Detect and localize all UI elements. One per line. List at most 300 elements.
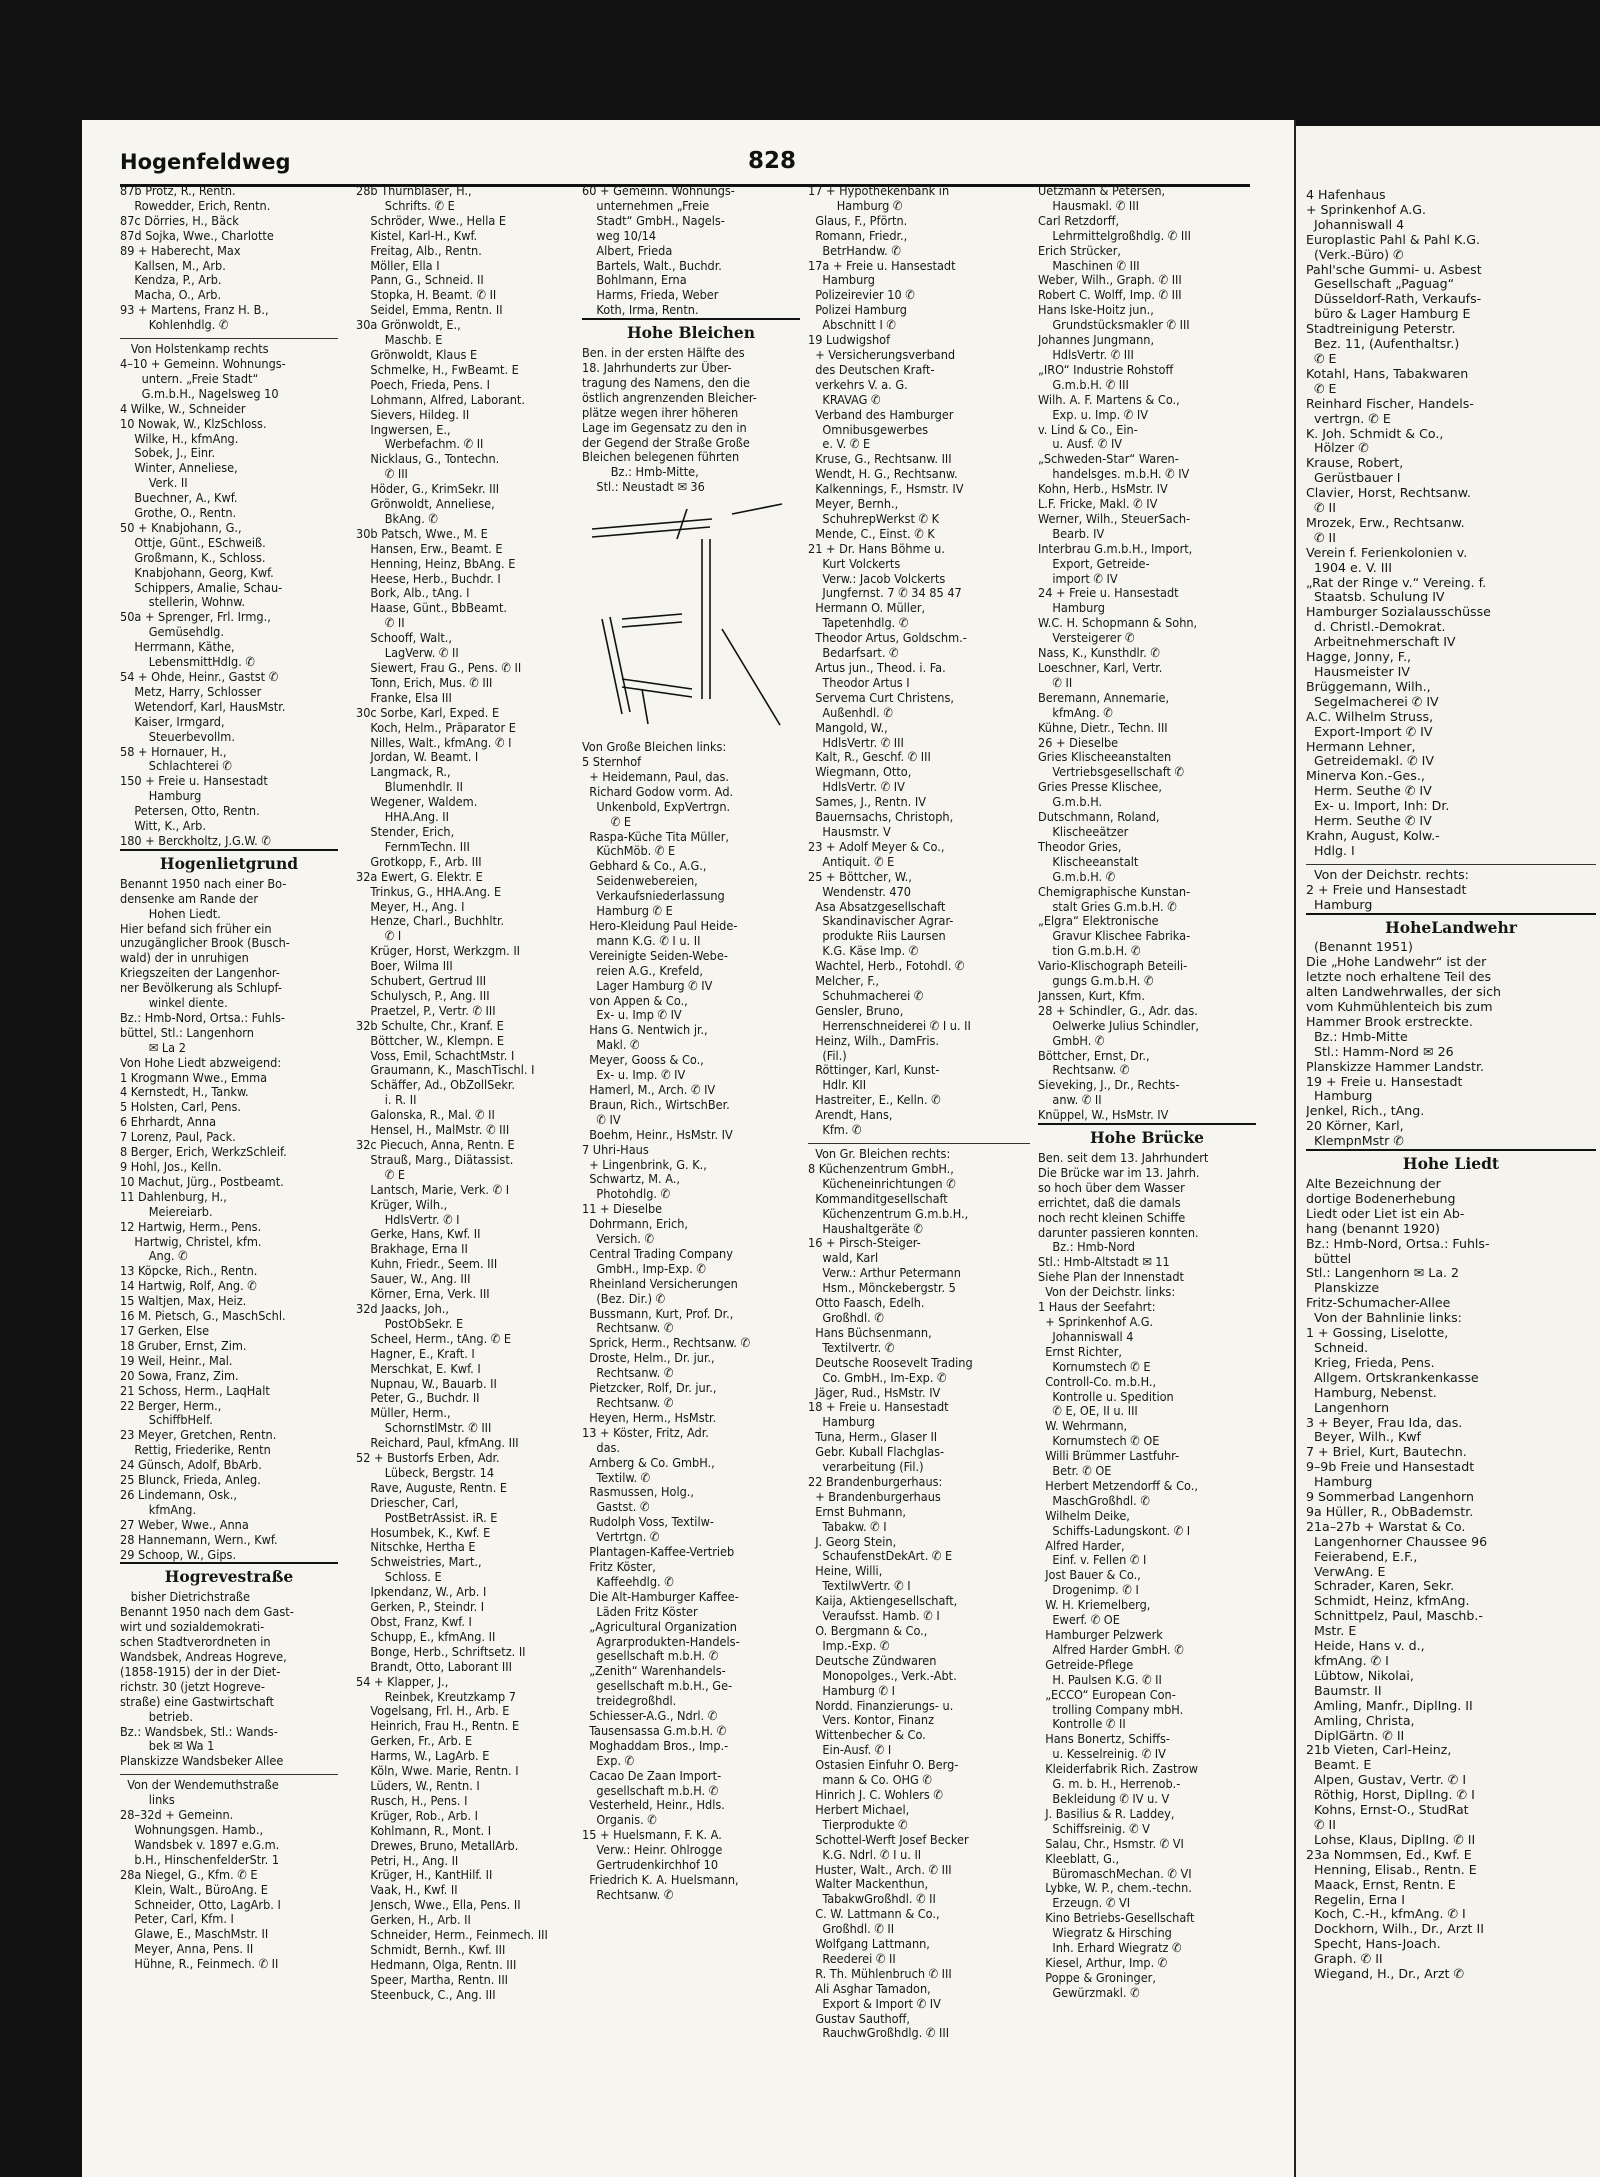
directory-entry: Oelwerke Julius Schindler, [1038, 1018, 1200, 1033]
directory-entry: import ✆ IV [1038, 571, 1118, 586]
directory-entry: Gensler, Bruno, [808, 1003, 904, 1018]
directory-entry: 21b Vieten, Carl-Heinz, [1306, 1743, 1452, 1758]
directory-entry: Graumann, K., MaschTischl. I [356, 1063, 535, 1078]
directory-entry: Bz.: Hmb-Nord, Ortsa.: Fuhls- [1306, 1236, 1490, 1251]
directory-entry: Heinz, Wilh., DamFris. [808, 1033, 939, 1048]
directory-entry: Gerken, P., Steindr. I [356, 1600, 485, 1615]
directory-entry: Die „Hohe Landwehr“ ist der [1306, 955, 1487, 970]
directory-entry: Tapetenhdlg. ✆ [808, 616, 909, 631]
directory-entry: 13 + Köster, Fritz, Adr. [582, 1425, 709, 1440]
directory-entry: Herm. Seuthe ✆ IV [1306, 784, 1432, 799]
directory-entry: Regelin, Erna I [1306, 1892, 1405, 1907]
directory-entry: 30a Grönwoldt, E., [356, 318, 461, 333]
directory-entry: gesellschaft m.b.H., Ge- [582, 1679, 733, 1694]
directory-entry: Hagner, E., Kraft. I [356, 1346, 475, 1361]
directory-entry: Hausmstr. V [808, 824, 891, 839]
directory-entry: Getreidemakl. ✆ IV [1306, 754, 1435, 769]
directory-entry: 180 + Berckholtz, J.G.W. ✆ [120, 833, 271, 848]
directory-entry: Metz, Harry, Schlosser [120, 684, 262, 699]
directory-entry: + Lingenbrink, G. K., [582, 1157, 707, 1172]
directory-entry: Verband des Hamburger [808, 407, 954, 422]
directory-entry: 7 Lorenz, Paul, Pack. [120, 1130, 236, 1145]
directory-entry: Amling, Manfr., DiplIng. II [1306, 1698, 1473, 1713]
page-number: 828 [748, 148, 797, 174]
directory-entry: TextilwVertr. ✆ I [808, 1579, 911, 1594]
directory-entry: Servema Curt Christens, [808, 690, 954, 705]
directory-entry: DiplGärtn. ✆ II [1306, 1728, 1405, 1743]
directory-entry: 1 Krogmann Wwe., Emma [120, 1070, 268, 1085]
directory-entry: Bonge, Herb., Schriftsetz. II [356, 1644, 526, 1659]
directory-entry: Von der Deichstr. rechts: [1306, 867, 1469, 882]
directory-entry: tion G.m.b.H. ✆ [1038, 944, 1141, 959]
directory-entry: Sobek, J., Einr. [120, 446, 216, 461]
directory-entry: Gerke, Hans, Kwf. II [356, 1227, 481, 1242]
directory-entry: Jungfernst. 7 ✆ 34 85 47 [808, 586, 962, 601]
directory-entry: Chemigraphische Kunstan- [1038, 884, 1191, 899]
directory-entry: Nitschke, Hertha E [356, 1540, 476, 1555]
directory-entry: Stl.: Neustadt ✉ 36 [582, 480, 705, 495]
directory-entry: vom Kuhmühlenteich bis zum [1306, 1000, 1493, 1015]
directory-entry: Winter, Anneliese, [120, 461, 238, 476]
directory-entry: Bussmann, Kurt, Prof. Dr., [582, 1306, 734, 1321]
directory-entry: Beremann, Annemarie, [1038, 690, 1170, 705]
directory-entry: Hamburg [808, 273, 875, 288]
directory-entry: H. Paulsen K.G. ✆ II [1038, 1672, 1162, 1687]
directory-entry: 6 Ehrhardt, Anna [120, 1115, 217, 1130]
directory-entry: Bearb. IV [1038, 526, 1105, 541]
directory-entry: Inh. Erhard Wiegratz ✆ [1038, 1941, 1182, 1956]
street-heading: Hohe Liedt [1306, 1149, 1596, 1177]
directory-entry: Robert C. Wolff, Imp. ✆ III [1038, 288, 1182, 303]
directory-entry: treidegroßhdl. [582, 1694, 677, 1709]
directory-entry: u. Kesselreinig. ✆ IV [1038, 1747, 1166, 1762]
directory-entry: 9 Sommerbad Langenhorn [1306, 1490, 1474, 1505]
directory-entry: Von Holstenkamp rechts [120, 342, 269, 357]
directory-entry: mann K.G. ✆ I u. II [582, 933, 701, 948]
directory-entry: Jost Bauer & Co., [1038, 1568, 1141, 1583]
directory-entry: Hamburger Sozialausschüsse [1306, 605, 1491, 620]
directory-entry: Kaffeehdlg. ✆ [582, 1574, 674, 1589]
directory-entry: Grotkopp, F., Arb. III [356, 854, 482, 869]
directory-entry: Verein f. Ferienkolonien v. [1306, 545, 1468, 560]
directory-entry: Stl.: Langenhorn ✉ La. 2 [1306, 1266, 1460, 1281]
directory-entry: Allgem. Ortskrankenkasse [1306, 1370, 1479, 1385]
directory-entry: VerwAng. E [1306, 1564, 1386, 1579]
directory-entry: Von der Bahnlinie links: [1306, 1311, 1462, 1326]
directory-entry: Planskizze Wandsbeker Allee [120, 1754, 284, 1769]
directory-entry: Heinrich, Frau H., Rentn. E [356, 1719, 520, 1734]
directory-entry: Planskizze Hammer Landstr. [1306, 1059, 1485, 1074]
directory-entry: Krieg, Frieda, Pens. [1306, 1355, 1435, 1370]
directory-entry: Jordan, W. Beamt. I [356, 750, 479, 765]
directory-entry: Co. GmbH., Im-Exp. ✆ [808, 1370, 947, 1385]
directory-entry: Textilw. ✆ [582, 1470, 651, 1485]
directory-entry: Asa Absatzgesellschaft [808, 899, 946, 914]
directory-entry: Ingwersen, E., [356, 422, 451, 437]
directory-entry: ✆ II [356, 616, 405, 631]
directory-entry: Nupnau, W., Bauarb. II [356, 1376, 497, 1391]
directory-entry: Bleichen belegenen führten [582, 450, 740, 465]
directory-entry: LebensmittHdlg. ✆ [120, 655, 255, 670]
directory-entry: 26 + Dieselbe [1038, 735, 1119, 750]
directory-entry: Ottje, Günt., ESchweiß. [120, 535, 266, 550]
directory-entry: Harms, Frieda, Weber [582, 288, 719, 303]
directory-entry: Ipkendanz, W., Arb. I [356, 1585, 487, 1600]
directory-entry: GmbH. ✆ [1038, 1033, 1105, 1048]
directory-entry: 4–10 + Gemeinn. Wohnungs- [120, 356, 286, 371]
directory-entry: ✆ II [1306, 1817, 1336, 1832]
directory-entry: 7 Uhri-Haus [582, 1142, 649, 1157]
directory-entry: Boehm, Heinr., HsMstr. IV [582, 1127, 733, 1142]
directory-entry: vertrgn. ✆ E [1306, 411, 1391, 426]
directory-entry: Benannt 1950 nach einer Bo- [120, 876, 287, 891]
directory-entry: Rechtsanw. ✆ [582, 1366, 674, 1381]
directory-entry: Meyer, Gooss & Co., [582, 1053, 704, 1068]
directory-entry: Herm. Seuthe ✆ IV [1306, 814, 1432, 829]
directory-entry: Export-Import ✆ IV [1306, 724, 1433, 739]
directory-entry: Schiffsreinig. ✆ V [1038, 1821, 1150, 1836]
directory-entry: 28–32d + Gemeinn. [120, 1808, 234, 1823]
directory-entry: 8 Berger, Erich, WerkzSchleif. [120, 1145, 287, 1160]
directory-entry: Johanniswall 4 [1306, 217, 1405, 232]
directory-entry: Central Trading Company [582, 1246, 733, 1261]
directory-entry: G.m.b.H. ✆ [1038, 869, 1116, 884]
directory-entry: 14 Hartwig, Rolf, Ang. ✆ [120, 1279, 257, 1294]
directory-entry: Vers. Kontor, Finanz [808, 1713, 935, 1728]
directory-entry: Bz.: Hmb-Mitte, [582, 465, 699, 480]
directory-entry: Hansen, Erw., Beamt. E [356, 541, 503, 556]
directory-entry: unzugänglicher Brook (Busch- [120, 936, 290, 951]
directory-entry: HdlsVertr. ✆ III [1038, 347, 1134, 362]
directory-entry: 5 Sternhof [582, 755, 642, 770]
directory-entry: Hagge, Jonny, F., [1306, 650, 1411, 665]
directory-entry: 22 Brandenburgerhaus: [808, 1474, 943, 1489]
directory-entry: + Sprinkenhof A.G. [1306, 202, 1427, 217]
directory-entry: Verw.: Arthur Petermann [808, 1266, 961, 1281]
directory-entry: Speer, Martha, Rentn. III [356, 1972, 509, 1987]
directory-entry: Verw.: Jacob Volckerts [808, 571, 946, 586]
directory-entry: Vario-Klischograph Beteili- [1038, 959, 1188, 974]
directory-entry: Grönwoldt, Anneliese, [356, 497, 495, 512]
directory-entry: Henze, Charl., Buchhltr. [356, 914, 505, 929]
directory-entry: Feierabend, E.F., [1306, 1549, 1418, 1564]
directory-entry: Theodor Gries, [1038, 839, 1122, 854]
street-line [592, 527, 710, 537]
directory-entry: Makl. ✆ [582, 1038, 640, 1053]
directory-entry: Maschb. E [356, 333, 443, 348]
directory-entry: Schulysch, P., Ang. III [356, 988, 490, 1003]
directory-entry: ✆ E [1306, 351, 1337, 366]
directory-entry: Schmidt, Bernh., Kwf. III [356, 1942, 506, 1957]
directory-entry: PostObSekr. E [356, 1316, 464, 1331]
column-4 [808, 184, 1030, 2041]
directory-entry: Arendt, Hans, [808, 1108, 893, 1123]
page-header [120, 144, 1250, 187]
directory-entry: SchornstlMstr. ✆ III [356, 1421, 492, 1436]
directory-entry: + Heidemann, Paul, das. [582, 769, 730, 784]
directory-entry: HdlsVertr. ✆ III [808, 735, 904, 750]
directory-entry: Kalt, R., Geschf. ✆ III [808, 750, 931, 765]
directory-entry: Polizei Hamburg [808, 303, 907, 318]
directory-entry: verarbeitung (Fil.) [808, 1460, 924, 1475]
directory-entry: Lantsch, Marie, Verk. ✆ I [356, 1182, 510, 1197]
directory-entry: Brandt, Otto, Laborant III [356, 1659, 512, 1674]
directory-entry: HHA.Ang. II [356, 810, 449, 825]
directory-entry: Kontrolle ✆ II [1038, 1717, 1126, 1732]
directory-entry: 93 + Martens, Franz H. B., [120, 303, 269, 318]
directory-entry: Poppe & Groninger, [1038, 1970, 1156, 1985]
directory-entry: Exp. u. Imp. ✆ IV [1038, 407, 1148, 422]
directory-entry: Wetendorf, Karl, HausMstr. [120, 699, 286, 714]
directory-entry: Tabakw. ✆ I [808, 1519, 887, 1534]
directory-entry: + Sprinkenhof A.G. [1038, 1314, 1154, 1329]
directory-entry: Bedarfsart. ✆ [808, 646, 899, 661]
directory-entry: weg 10/14 [582, 228, 657, 243]
directory-entry: Otto Faasch, Edelh. [808, 1296, 925, 1311]
directory-entry: Hühne, R., Feinmech. ✆ II [120, 1957, 279, 1972]
directory-entry: 50a + Sprenger, Frl. Irmg., [120, 610, 271, 625]
directory-entry: 5 Holsten, Carl, Pens. [120, 1100, 241, 1115]
directory-entry: PostBetrAssist. iR. E [356, 1510, 498, 1525]
directory-entry: Strauß, Marg., Diätassist. [356, 1152, 514, 1167]
directory-entry: 27 Weber, Wwe., Anna [120, 1517, 249, 1532]
directory-entry: HdlsVertr. ✆ I [356, 1212, 460, 1227]
directory-entry: G. m. b. H., Herrenob.- [1038, 1777, 1181, 1792]
directory-entry: Friedrich K. A. Huelsmann, [582, 1873, 739, 1887]
directory-entry: Ex- u. Imp. ✆ IV [582, 1068, 686, 1083]
directory-entry: 22 Berger, Herm., [120, 1398, 222, 1413]
directory-entry: Benannt 1950 nach dem Gast- [120, 1605, 294, 1620]
directory-entry: stellerin, Wohnw. [120, 595, 246, 610]
directory-entry: 4 Kernstedt, H., Tankw. [120, 1085, 249, 1100]
directory-entry: ✉ La 2 [120, 1040, 186, 1055]
directory-entry: Wandsbek, Andreas Hogreve, [120, 1650, 287, 1664]
directory-entry: Schneid. [1306, 1340, 1369, 1355]
directory-entry: Baumstr. II [1306, 1683, 1382, 1698]
directory-entry: Wachtel, Herb., Fotohdl. ✆ [808, 959, 965, 974]
directory-entry: Henning, Elisab., Rentn. E [1306, 1862, 1477, 1877]
directory-entry: Kalkennings, F., Hsmstr. IV [808, 482, 964, 497]
directory-entry: Hermann Lehner, [1306, 739, 1416, 754]
directory-entry: 11 + Dieselbe [582, 1202, 663, 1217]
directory-entry: Kruse, G., Rechtsanw. III [808, 452, 952, 467]
directory-entry: Voss, Emil, SchachtMstr. I [356, 1048, 515, 1063]
directory-entry: Macha, O., Arb. [120, 288, 222, 303]
directory-entry: Veraufsst. Hamb. ✆ I [808, 1609, 940, 1624]
directory-entry: Versich. ✆ [582, 1232, 654, 1247]
directory-entry: Verk. II [120, 476, 188, 491]
directory-entry: dortige Bodenerhebung [1306, 1191, 1456, 1206]
column-5 [1038, 184, 1256, 2001]
directory-entry: Hensel, H., MalMstr. ✆ III [356, 1123, 510, 1138]
street-line [602, 619, 622, 714]
directory-entry: 150 + Freie u. Hansestadt [120, 774, 268, 789]
directory-entry: 10 Machut, Jürg., Postbeamt. [120, 1174, 284, 1189]
directory-entry: Exp. ✆ [582, 1753, 635, 1768]
directory-entry: Rowedder, Erich, Rentn. [120, 198, 271, 213]
directory-entry: Herbert Michael, [808, 1802, 910, 1817]
left-page [82, 120, 1296, 2177]
directory-entry: Bauernsachs, Christoph, [808, 810, 954, 825]
directory-entry: Schupp, E., kfmAng. II [356, 1629, 496, 1644]
directory-entry: des Deutschen Kraft- [808, 362, 935, 377]
directory-entry: ✆ E [356, 1167, 406, 1182]
directory-entry: Trinkus, G., HHA.Ang. E [356, 884, 502, 899]
directory-entry: verkehrs V. a. G. [808, 377, 908, 392]
directory-entry: Sprick, Herm., Rechtsanw. ✆ [582, 1336, 751, 1351]
directory-entry: Wohnungsgen. Hamb., [120, 1822, 264, 1837]
directory-entry: Gravur Klischee Fabrika- [1038, 929, 1191, 944]
directory-entry: 8 Küchenzentrum GmbH., [808, 1161, 954, 1176]
directory-entry: 21a–27b + Warstat & Co. [1306, 1519, 1466, 1534]
directory-entry: Seidenwebereien, [582, 874, 698, 889]
directory-entry: Photohdlg. ✆ [582, 1187, 671, 1202]
directory-entry: Kohns, Ernst-O., StudRat [1306, 1803, 1469, 1818]
directory-entry: Johanniswall 4 [1038, 1329, 1134, 1344]
directory-entry: GmbH., Imp-Exp. ✆ [582, 1261, 706, 1276]
directory-entry: Rasmussen, Holg., [582, 1485, 695, 1500]
directory-entry: Hdlg. I [1306, 843, 1355, 858]
street-heading: Hohe Brücke [1038, 1123, 1256, 1151]
directory-entry: 13 Köpcke, Rich., Rentn. [120, 1264, 258, 1279]
directory-entry: Vaak, H., Kwf. II [356, 1883, 458, 1898]
directory-entry: kfmAng. [120, 1502, 197, 1517]
directory-entry: gungs G.m.b.H. ✆ [1038, 974, 1154, 989]
directory-entry: Lohmann, Alfred, Laborant. [356, 392, 525, 407]
directory-entry: Monopolges., Verk.-Abt. [808, 1668, 957, 1683]
directory-entry: BkAng. ✆ [356, 511, 438, 526]
directory-entry: Dutschmann, Roland, [1038, 810, 1160, 825]
directory-entry: Beyer, Wilh., Kwf [1306, 1430, 1421, 1445]
directory-entry: betrieb. [120, 1709, 193, 1724]
directory-entry: Schäffer, Ad., ObZollSekr. [356, 1078, 516, 1093]
directory-entry: Von Hohe Liedt abzweigend: [120, 1055, 282, 1070]
directory-entry: winkel diente. [120, 996, 228, 1011]
directory-entry: Siewert, Frau G., Pens. ✆ II [356, 661, 522, 675]
directory-entry: A.C. Wilhelm Struss, [1306, 709, 1434, 724]
directory-entry: Freitag, Alb., Rentn. [356, 243, 482, 258]
directory-entry: Wilhelm Deike, [1038, 1508, 1130, 1523]
directory-entry: 18 Gruber, Ernst, Zim. [120, 1338, 247, 1353]
directory-entry: Krüger, Wilh., [356, 1197, 448, 1212]
directory-entry: tragung des Namens, den die [582, 375, 751, 390]
directory-entry: Gerken, H., Arb. II [356, 1913, 471, 1928]
directory-entry: Artus jun., Theod. i. Fa. [808, 661, 946, 675]
directory-entry: errichtet, daß die damals [1038, 1195, 1181, 1210]
directory-entry: ✆ IV [582, 1112, 621, 1127]
directory-entry: Kaiser, Irmgard, [120, 714, 225, 729]
directory-entry: 4 Wilke, W., Schneider [120, 401, 246, 416]
directory-entry: 23a Nommsen, Ed., Kwf. E [1306, 1847, 1472, 1862]
directory-entry: Hamburg ✆ I [808, 1683, 895, 1698]
directory-entry: 32b Schulte, Chr., Kranf. E [356, 1018, 504, 1033]
directory-entry: Wolfgang Lattmann, [808, 1937, 930, 1952]
directory-entry: Röthig, Horst, DiplIng. ✆ I [1306, 1788, 1475, 1803]
directory-entry: Jäger, Rud., HsMstr. IV [808, 1385, 941, 1400]
directory-entry: ✆ I [356, 929, 402, 944]
directory-entry: Körner, Erna, Verk. III [356, 1287, 490, 1302]
directory-entry: Langmack, R., [356, 765, 451, 780]
directory-entry: Außenhdl. ✆ [808, 705, 893, 720]
directory-entry: Stopka, H. Beamt. ✆ II [356, 288, 497, 303]
directory-entry: Großmann, K., Schloss. [120, 550, 266, 565]
directory-entry: 18. Jahrhunderts zur Über- [582, 360, 732, 375]
street-map-sketch [582, 499, 792, 734]
directory-entry: 32c Piecuch, Anna, Rentn. E [356, 1138, 515, 1152]
directory-entry: Hsm., Mönckebergstr. 5 [808, 1281, 956, 1296]
directory-entry: Erzeugn. ✆ VI [1038, 1896, 1131, 1911]
directory-entry: letzte noch erhaltene Teil des [1306, 970, 1492, 985]
directory-entry: Alte Bezeichnung der [1306, 1177, 1441, 1191]
directory-entry: Kendza, P., Arb. [120, 273, 222, 288]
directory-entry: Steenbuck, C., Ang. III [356, 1987, 496, 2002]
directory-entry: Lager Hamburg ✆ IV [582, 978, 713, 993]
directory-entry: Droste, Helm., Dr. jur., [582, 1351, 715, 1366]
directory-entry: Bz.: Hmb-Nord [1038, 1240, 1135, 1255]
directory-entry: schen Stadtverordneten in [120, 1635, 271, 1650]
directory-entry: 9 Hohl, Jos., Kelln. [120, 1160, 222, 1174]
directory-entry: Schippers, Amalie, Schau- [120, 580, 283, 595]
directory-entry: Albert, Frieda [582, 243, 673, 258]
directory-entry: 23 + Adolf Meyer & Co., [808, 839, 945, 854]
directory-entry: 29 Schoop, W., Gips. [120, 1547, 237, 1562]
directory-entry: Hosumbek, K., Kwf. E [356, 1525, 491, 1540]
directory-entry: Ex- u. Import, Inh: Dr. [1306, 799, 1450, 814]
directory-entry: Grundstücksmakler ✆ III [1038, 318, 1190, 333]
directory-entry: 20 Sowa, Franz, Zim. [120, 1368, 239, 1383]
directory-entry: 58 + Hornauer, H., [120, 744, 227, 759]
directory-entry: Gemüsehdlg. [120, 625, 224, 640]
directory-entry: 54 + Klapper, J., [356, 1674, 449, 1689]
directory-entry: Hohen Liedt. [120, 906, 221, 921]
directory-entry: Ernst Buhmann, [808, 1504, 906, 1519]
directory-entry: Die Alt-Hamburger Kaffee- [582, 1589, 739, 1604]
directory-entry: b.H., HinschenfelderStr. 1 [120, 1852, 280, 1867]
directory-entry: Glawe, E., MaschMstr. II [120, 1927, 269, 1942]
directory-entry: Liedt oder Liet ist ein Ab- [1306, 1206, 1465, 1221]
directory-entry: Hammer Brook erstreckte. [1306, 1014, 1473, 1029]
directory-entry: v. Lind & Co., Ein- [1038, 422, 1138, 437]
directory-entry: 32d Jaacks, Joh., [356, 1301, 449, 1316]
directory-entry: Ben. seit dem 13. Jahrhundert [1038, 1151, 1209, 1165]
directory-entry: anw. ✆ II [1038, 1093, 1102, 1108]
directory-entry: Driescher, Carl, [356, 1495, 459, 1510]
directory-entry: Rusch, H., Pens. I [356, 1793, 468, 1808]
directory-entry: Rheinland Versicherungen [582, 1276, 738, 1291]
directory-entry: Von der Deichstr. links: [1038, 1285, 1176, 1300]
directory-entry: 60 + Gemeinn. Wohnungs- [582, 184, 735, 198]
directory-entry: Hölzer ✆ [1306, 441, 1369, 456]
directory-entry: Moghaddam Bros., Imp.- [582, 1738, 729, 1753]
directory-entry: Knabjohann, Georg, Kwf. [120, 565, 274, 580]
directory-entry: Köln, Wwe. Marie, Rentn. I [356, 1764, 519, 1779]
directory-entry: Kfm. ✆ [808, 1123, 862, 1138]
directory-entry: (Benannt 1951) [1306, 940, 1413, 955]
directory-entry: handelsges. m.b.H. ✆ IV [1038, 467, 1190, 482]
directory-entry: ✆ E [582, 814, 632, 829]
directory-entry: Minerva Kon.-Ges., [1306, 769, 1425, 784]
directory-entry: 28 + Schindler, G., Adr. das. [1038, 1003, 1198, 1018]
directory-entry: Düsseldorf-Rath, Verkaufs- [1306, 292, 1482, 307]
directory-entry: Hero-Kleidung Paul Heide- [582, 919, 738, 933]
directory-entry: Herbert Metzendorff & Co., [1038, 1478, 1198, 1493]
directory-entry: 32a Ewert, G. Elektr. E [356, 869, 483, 884]
directory-entry: 25 Blunck, Frieda, Anleg. [120, 1473, 261, 1488]
directory-entry: Deutsche Zündwaren [808, 1653, 937, 1668]
directory-entry: Mstr. E [1306, 1624, 1357, 1639]
directory-entry: Ben. in der ersten Hälfte des [582, 346, 745, 361]
directory-entry: Schottel-Werft Josef Becker [808, 1832, 969, 1847]
